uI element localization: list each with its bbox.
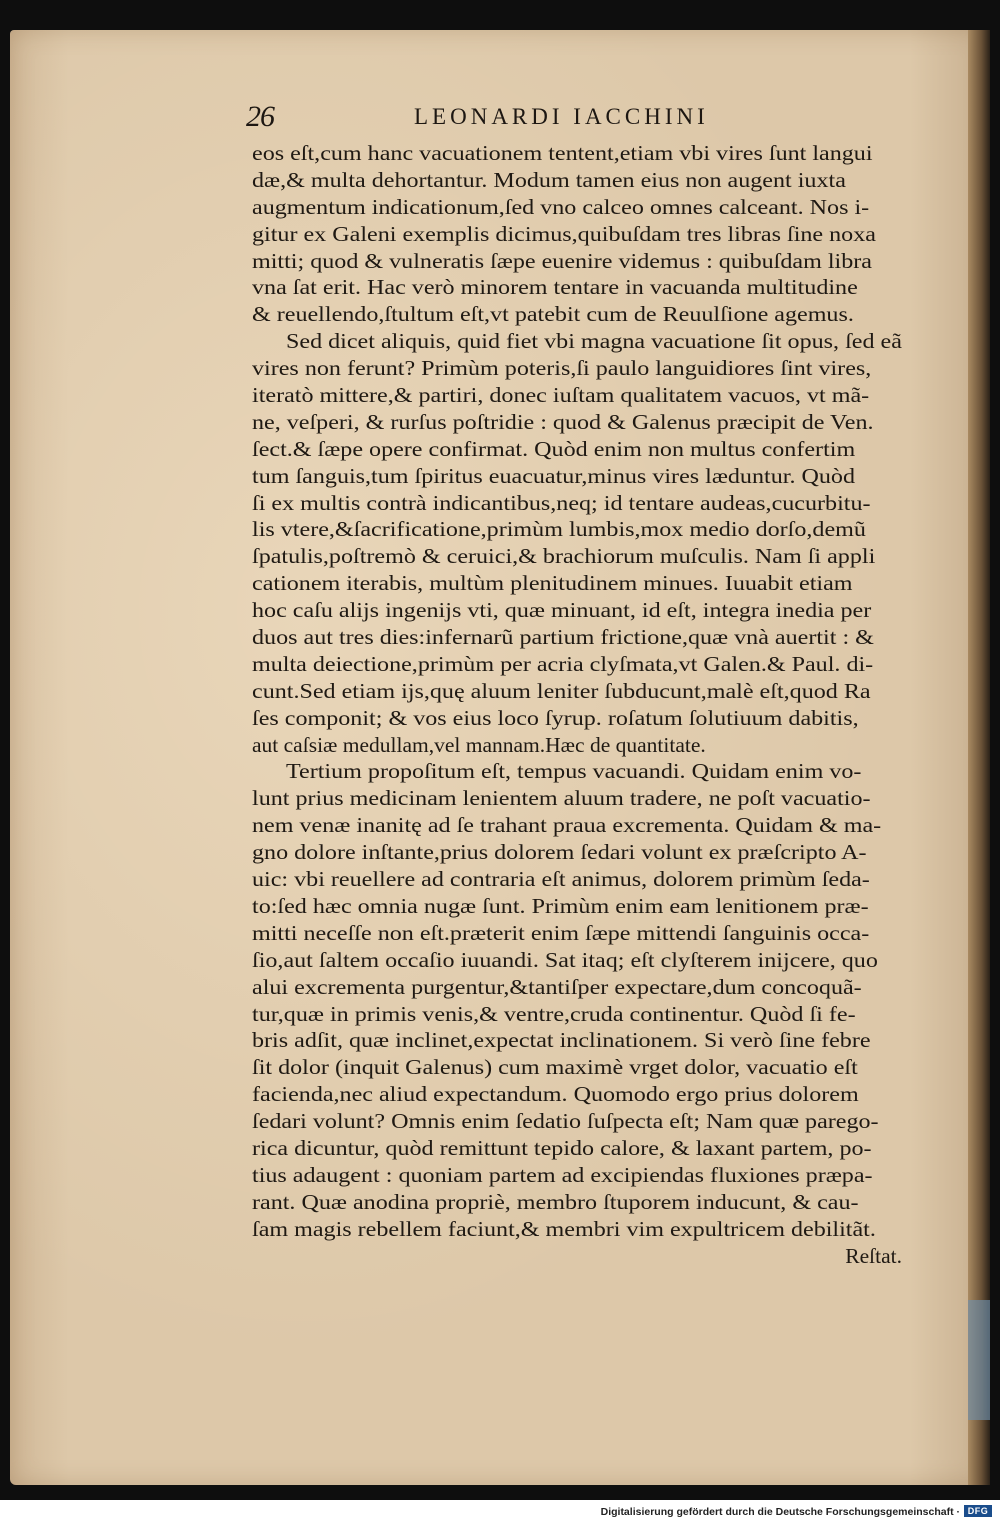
text-block: [252, 140, 912, 1269]
text-line: bris adſit, quæ inclinet,expectat inclinationem. Si verò ſine febre: [252, 1028, 871, 1053]
text-line: ſi ex multis contrà indicantibus,neq; id tentare audeas,cucurbitu-: [252, 490, 871, 515]
text-line: facienda,nec aliud expectandum. Quomodo ergo prius dolorem: [252, 1082, 859, 1107]
text-line: cationem iterabis, multùm plenitudinem minues. Iuuabit etiam: [252, 571, 853, 596]
text-line: gno dolore inſtante,prius dolorem ſedari volunt ex præſcripto A-: [252, 840, 867, 865]
text-line: ſpatulis,poſtremò & ceruici,& brachiorum muſculis. Nam ſi appli: [252, 544, 876, 569]
text-line: aut caſsiæ medullam,vel mannam.Hæc de quantitate.: [252, 732, 706, 757]
text-line: rica dicuntur, quòd remittunt tepido calore, & laxant partem, po-: [252, 1135, 872, 1160]
text-line: ſit dolor (inquit Galenus) cum maximè vrget dolor, vacuatio eſt: [252, 1055, 858, 1080]
text-line: to:ſed hæc omnia nugæ ſunt. Primùm enim eam lenitionem præ-: [252, 893, 869, 918]
text-line: duos aut tres dies:infernarũ partium frictione,quæ vnà auertit : &: [252, 625, 874, 650]
text-line: vires non ferunt? Primùm poteris,ſi paulo languidiores ſint vires,: [252, 356, 872, 381]
running-head: LEONARDI IACCHINI: [414, 104, 709, 129]
text-line: tur,quæ in primis venis,& ventre,cruda continentur. Quòd ſi fe-: [252, 1001, 856, 1026]
dfg-logo: DFG: [964, 1505, 992, 1517]
text-line: iteratò mittere,& partiri, donec iuſtam qualitatem vacuos, vt mã-: [252, 383, 870, 408]
text-line: alui excrementa purgentur,&tantiſper expectare,dum concoquã-: [252, 974, 862, 999]
text-line: cunt.Sed etiam ijs,quę aluum leniter ſubducunt,malè eſt,quod Ra: [252, 678, 871, 703]
text-line: ſect.& ſæpe opere confirmat. Quòd enim non multus confertim: [252, 436, 856, 461]
paragraph-first-line: Sed dicet aliquis, quid fiet vbi magna vacuatione ſit opus, ſed eã: [286, 329, 902, 354]
footer-bar: [0, 1500, 1000, 1523]
text-line: hoc caſu alijs ingenijs vti, quæ minuant, id eſt, integra inedia per: [252, 598, 872, 623]
text-line: tum ſanguis,tum ſpiritus euacuatur,minus vires læduntur. Quòd: [252, 463, 855, 488]
text-line: mitti; quod & vulneratis ſæpe euenire videmus : quibuſdam libra: [252, 248, 872, 273]
text-line: dæ,& multa dehortantur. Modum tamen eius non augent iuxta: [252, 167, 846, 192]
page-number: 26: [246, 100, 274, 133]
color-calibration-strip: [968, 1300, 990, 1420]
text-line: ſedari volunt? Omnis enim ſedatio ſuſpecta eſt; Nam quæ parego-: [252, 1109, 879, 1134]
text-line: tius adaugent : quoniam partem ad excipiendas fluxiones præpa-: [252, 1162, 873, 1187]
text-line: & reuellendo,ſtultum eſt,vt patebit cum de Reuulſione agemus.: [252, 302, 854, 327]
page-header: [246, 100, 906, 140]
text-line: multa deiectione,primùm per acria clyſmata,vt Galen.& Paul. di-: [252, 651, 874, 676]
text-line: ſes componit; & vos eius loco ſyrup. roſatum ſolutiuum dabitis,: [252, 705, 859, 730]
text-line: lis vtere,&ſacrificatione,primùm lumbis,mox medio dorſo,demũ: [252, 517, 866, 542]
funding-notice: Digitalisierung gefördert durch die Deutsche Forschungsgemeinschaft ·: [600, 1506, 960, 1518]
text-line: nem venæ inanitę ad ſe trahant praua excrementa. Quidam & ma-: [252, 813, 882, 838]
text-line: vna ſat erit. Hac verò minorem tentare in vacuanda multitudine: [252, 275, 858, 300]
text-line: mitti neceſſe non eſt.præterit enim ſæpe mittendi ſanguinis occa-: [252, 920, 870, 945]
text-line: augmentum indicationum,ſed vno calceo omnes calceant. Nos i-: [252, 194, 870, 219]
text-line: ſio,aut ſaltem occaſio iuuandi. Sat itaq; eſt clyſterem inijcere, quo: [252, 947, 878, 972]
text-line: gitur ex Galeni exemplis dicimus,quibuſdam tres libras ſine noxa: [252, 221, 876, 246]
text-line: ſam magis rebellem faciunt,& membri vim expultricem debilitãt.: [252, 1216, 876, 1241]
page-edge: [968, 30, 990, 1485]
text-line: uic: vbi reuellere ad contraria eſt animus, dolorem primùm ſeda-: [252, 867, 870, 892]
text-line: eos eſt,cum hanc vacuationem tentent,etiam vbi vires ſunt langui: [252, 141, 873, 165]
text-line: rant. Quæ anodina propriè, membro ſtuporem inducunt, & cau-: [252, 1189, 859, 1214]
paragraph-first-line: Tertium propoſitum eſt, tempus vacuandi. Quidam enim vo-: [286, 759, 862, 784]
text-line: lunt prius medicinam lenientem aluum tradere, ne poſt vacuatio-: [252, 786, 871, 811]
catchword: Reſtat.: [845, 1243, 902, 1268]
text-line: ne, veſperi, & rurſus poſtridie : quod & Galenus præcipit de Ven.: [252, 409, 874, 434]
